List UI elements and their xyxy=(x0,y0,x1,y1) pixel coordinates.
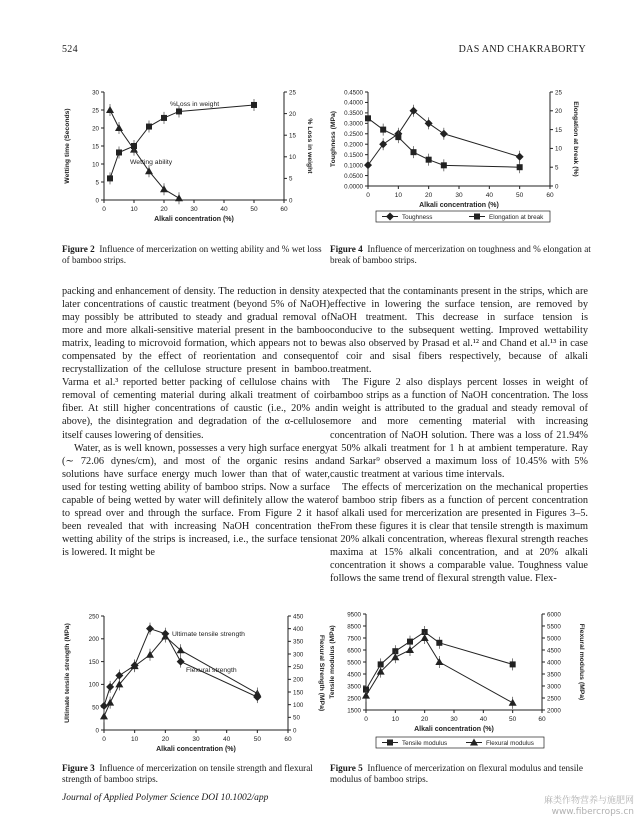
y2-tick-label: 15 xyxy=(289,132,296,140)
y2-tick-label: 0 xyxy=(555,183,559,191)
y-axis-label: Ultimate tensile strength (MPa) xyxy=(64,623,71,723)
y2-tick-label: 20 xyxy=(555,108,562,116)
x-tick-label: 20 xyxy=(161,736,169,743)
y2-tick-label: 4500 xyxy=(547,647,561,655)
x-tick-label: 40 xyxy=(220,206,228,213)
y2-tick-label: 250 xyxy=(293,663,304,671)
y-tick-label: 0.3000 xyxy=(344,120,363,128)
x-tick-label: 0 xyxy=(366,192,370,199)
data-point xyxy=(100,702,108,710)
y2-axis-label: % Loss in weight xyxy=(306,118,313,174)
data-point xyxy=(107,175,113,181)
x-tick-label: 20 xyxy=(421,716,429,723)
x-tick-label: 50 xyxy=(509,716,517,723)
data-point xyxy=(379,140,387,148)
y-axis-label: Wetting time (Seconds) xyxy=(64,108,71,184)
body-column-left xyxy=(62,285,330,559)
y-tick-label: 0.0500 xyxy=(344,172,363,180)
data-point xyxy=(365,115,371,121)
y2-tick-label: 10 xyxy=(555,145,562,153)
y-tick-label: 5500 xyxy=(347,659,361,667)
figure-2-caption-text: Influence of mercerization on wetting ability and % wet loss of bamboo strips. xyxy=(62,244,322,265)
data-point xyxy=(517,164,523,170)
figure-4-caption xyxy=(330,244,592,266)
x-axis-label: Alkali concentration (%) xyxy=(419,202,499,209)
y-tick-label: 1500 xyxy=(347,707,361,715)
data-point xyxy=(253,693,261,701)
data-point xyxy=(426,157,432,163)
data-point xyxy=(395,134,401,140)
y2-tick-label: 2000 xyxy=(547,707,561,715)
data-point xyxy=(146,625,154,633)
figure-5-chart xyxy=(328,606,590,758)
data-point xyxy=(435,658,443,665)
y-tick-label: 15 xyxy=(92,143,99,151)
x-tick-label: 10 xyxy=(394,192,402,199)
x-tick-label: 30 xyxy=(455,192,463,199)
journal-footer: Journal of Applied Polymer Science DOI 10.1002/app xyxy=(62,793,269,803)
data-point xyxy=(131,143,137,149)
figure-2-chart xyxy=(60,82,328,234)
y2-tick-label: 3000 xyxy=(547,683,561,691)
data-point xyxy=(364,161,372,169)
x-tick-label: 20 xyxy=(425,192,433,199)
y2-tick-label: 5000 xyxy=(547,635,561,643)
x-tick-label: 60 xyxy=(284,736,292,743)
y2-tick-label: 25 xyxy=(555,89,562,97)
data-point xyxy=(175,194,183,201)
x-tick-label: 50 xyxy=(253,736,261,743)
data-point xyxy=(380,127,386,133)
y-tick-label: 5 xyxy=(95,179,99,187)
y2-axis-label: Flexural Strength (MPa) xyxy=(318,634,325,712)
y-tick-label: 0.2000 xyxy=(344,141,363,149)
data-point xyxy=(177,658,185,666)
y2-tick-label: 0 xyxy=(289,197,293,205)
data-point xyxy=(362,692,370,699)
y2-tick-label: 300 xyxy=(293,651,304,659)
figure-2-label: Figure 2 xyxy=(62,244,95,254)
y-axis-label: Toughness (MPa) xyxy=(330,110,337,168)
y2-axis-label: Flexural modulus (MPa) xyxy=(578,623,585,701)
y2-tick-label: 3500 xyxy=(547,671,561,679)
x-tick-label: 0 xyxy=(364,716,368,723)
watermark-line-2: www.fibercrops.cn xyxy=(551,807,634,817)
data-point xyxy=(509,699,517,706)
figure-5-caption-text: Influence of mercerization on flexural modulus and tensile modulus of bamboo strips. xyxy=(330,763,583,784)
body-column-right xyxy=(330,285,588,585)
x-tick-label: 40 xyxy=(485,192,493,199)
x-tick-label: 50 xyxy=(250,206,258,213)
y2-tick-label: 15 xyxy=(555,126,562,134)
y-tick-label: 0.1000 xyxy=(344,162,363,170)
data-point xyxy=(510,661,516,667)
figure-4-chart xyxy=(328,82,590,234)
y2-tick-label: 50 xyxy=(293,714,300,722)
figure-5-label: Figure 5 xyxy=(330,763,363,773)
data-point xyxy=(146,124,152,130)
series-annotation: %Loss in weight xyxy=(170,101,220,108)
series-annotation: Wetting ability xyxy=(130,159,173,166)
series-line xyxy=(110,105,254,178)
y-tick-label: 2500 xyxy=(347,695,361,703)
y-tick-label: 25 xyxy=(92,107,99,115)
data-point xyxy=(516,153,524,161)
y-tick-label: 0.0000 xyxy=(344,183,363,191)
x-tick-label: 60 xyxy=(546,192,554,199)
data-point xyxy=(106,699,114,706)
data-point xyxy=(161,630,169,638)
figure-4-caption-text: Influence of mercerization on toughness and % elongation at break of bamboo strips. xyxy=(330,244,591,265)
y-tick-label: 0.4000 xyxy=(344,99,363,107)
y-tick-label: 6500 xyxy=(347,647,361,655)
y2-tick-label: 350 xyxy=(293,638,304,646)
legend-label: Tensile modulus xyxy=(402,740,448,747)
y2-axis-label: Elongation at break (%) xyxy=(572,101,579,177)
x-tick-label: 0 xyxy=(102,206,106,213)
x-tick-label: 30 xyxy=(190,206,198,213)
data-point xyxy=(176,108,182,114)
x-tick-label: 10 xyxy=(391,716,399,723)
legend-label: Flexural modulus xyxy=(486,740,534,747)
data-point xyxy=(116,149,122,155)
x-axis-label: Alkali concentration (%) xyxy=(414,726,494,733)
y-tick-label: 0.1500 xyxy=(344,151,363,159)
y2-tick-label: 10 xyxy=(289,154,296,162)
paragraph: packing and enhancement of density. The reduction in density at later concentrations of caustic treatment (beyond 5% of NaOH) may possibly be attributed to steady and gradual removal of more and more alkali-sensitive material present in the bamboo matrix, leading to microvoid formation, which appears not to be compensated by the effect of reorientation and consequent recrystallization of the cellulose structure present in bamboo. Varma et al.³ reported better packing of cellulose chains with removal of cementing material during alkali treatment of coir fiber. At still higher concentrations of caustic (i.e., 20% and above), the disintegration and degradation of the α-cellulose itself causes lowering of densities. xyxy=(62,286,330,441)
paragraph: Water, as is well known, possesses a very high surface energy (∼ 72.06 dynes/cm), and most of the organic resins and solutions have surface energy much lower than that of water, used for testing wetting ability of bamboo strips. Now a surface capable of being wetted by water will definitely allow the water to spread over and through the surface. From Figure 2 it has been revealed that with increasing NaOH concentration the wetting ability of the strips is increased, i.e., the surface tension is lowered. It might be xyxy=(62,442,330,558)
y-axis-label: Tensile modulus (MPa) xyxy=(329,625,336,699)
x-tick-label: 30 xyxy=(192,736,200,743)
y-tick-label: 30 xyxy=(92,89,99,97)
data-point xyxy=(406,646,414,653)
paragraph: The effects of mercerization on the mechanical properties of bamboo strip fibers as a function of percent concentration of alkali used for mercerization are presented in Figures 3–5. From these figures it is clear that tensile strength is maximum at 20% alkali concentration, whereas flexural strength reaches maxima at 15% alkali concentration, and at 20% alkali concentration it shows a comparable value. Toughness value follows the same trend of flexural strength value. Flex- xyxy=(330,481,588,585)
y2-tick-label: 5 xyxy=(555,164,559,172)
legend-marker xyxy=(387,740,393,746)
data-point xyxy=(411,149,417,155)
figure-3-caption-text: Influence of mercerization on tensile strength and flexural strength of bamboo strips. xyxy=(62,763,313,784)
y2-tick-label: 100 xyxy=(293,701,304,709)
legend-label: Toughness xyxy=(402,214,433,221)
watermark xyxy=(544,796,634,818)
paragraph: expected that the contaminants present in the strips, which are effective in lowering the surface tension, are removed by NaOH treatment. This decrease in surface tension is conducive to the subsequent wetting. Improved wettability was also observed by Prasad et al.¹² and Chand et al.¹³ in case of coir and sisal fibers respectively, because of alkali treatment. xyxy=(330,286,588,376)
watermark-line-1: 麻类作物营养与施肥网 xyxy=(543,796,634,806)
data-point xyxy=(251,102,257,108)
running-header-authors: DAS AND CHAKRABORTY xyxy=(458,44,586,55)
data-point xyxy=(161,115,167,121)
y-tick-label: 250 xyxy=(88,613,99,621)
figure-3-label: Figure 3 xyxy=(62,763,95,773)
y-tick-label: 9500 xyxy=(347,611,361,619)
x-tick-label: 60 xyxy=(538,716,546,723)
y-tick-label: 3500 xyxy=(347,683,361,691)
y2-tick-label: 0 xyxy=(293,727,297,735)
paragraph: The Figure 2 also displays percent losses in weight of bamboo strips as a function of NaOH concentration. The loss in weight is attributed to the gradual and steady removal of more and more cementing material with increasing concentration of NaOH solution. There was a loss of 21.94% at 50% alkali treatment for 1 h at ambient temperature. Ray and Sarkar⁹ observed a maximum loss of 10.45% with 5% caustic treatment at various time intervals. xyxy=(330,377,588,480)
x-axis-label: Alkali concentration (%) xyxy=(154,216,234,223)
data-point xyxy=(115,124,123,131)
x-tick-label: 20 xyxy=(160,206,168,213)
y2-tick-label: 20 xyxy=(289,110,296,118)
x-tick-label: 40 xyxy=(479,716,487,723)
y-tick-label: 0.2500 xyxy=(344,131,363,139)
y-tick-label: 0.4500 xyxy=(344,89,363,97)
y-tick-label: 200 xyxy=(88,636,99,644)
y-tick-label: 10 xyxy=(92,161,99,169)
y2-tick-label: 200 xyxy=(293,676,304,684)
y-tick-label: 0 xyxy=(95,197,99,205)
y-tick-label: 4500 xyxy=(347,671,361,679)
data-point xyxy=(407,639,413,645)
data-point xyxy=(145,167,153,174)
y2-tick-label: 450 xyxy=(293,613,304,621)
y2-tick-label: 2500 xyxy=(547,695,561,703)
y2-tick-label: 5 xyxy=(289,175,293,183)
y2-tick-label: 4000 xyxy=(547,659,561,667)
y-tick-label: 150 xyxy=(88,658,99,666)
x-tick-label: 30 xyxy=(450,716,458,723)
figure-5-caption xyxy=(330,763,592,785)
figure-2-caption xyxy=(62,244,324,266)
series-annotation: Ultimate tensile strength xyxy=(172,631,245,638)
data-point xyxy=(421,634,429,641)
page-number: 524 xyxy=(62,44,78,55)
data-point xyxy=(440,130,448,138)
y2-tick-label: 400 xyxy=(293,625,304,633)
y2-tick-label: 150 xyxy=(293,689,304,697)
y-tick-label: 0 xyxy=(95,727,99,735)
x-tick-label: 0 xyxy=(102,736,106,743)
y-tick-label: 7500 xyxy=(347,635,361,643)
figure-3-chart xyxy=(60,606,328,758)
series-annotation: Flexural strength xyxy=(186,667,237,674)
data-point xyxy=(106,106,114,113)
y-tick-label: 100 xyxy=(88,681,99,689)
figure-3-caption xyxy=(62,763,324,785)
x-axis-label: Alkali concentration (%) xyxy=(156,746,236,753)
y2-tick-label: 25 xyxy=(289,89,296,97)
y-tick-label: 20 xyxy=(92,125,99,133)
data-point xyxy=(436,640,442,646)
data-point xyxy=(100,712,108,719)
data-point xyxy=(441,162,447,168)
x-tick-label: 50 xyxy=(516,192,524,199)
legend-label: Elongation at break xyxy=(489,214,544,221)
x-tick-label: 60 xyxy=(280,206,288,213)
x-tick-label: 40 xyxy=(223,736,231,743)
y-tick-label: 8500 xyxy=(347,623,361,631)
y-tick-label: 50 xyxy=(92,704,99,712)
legend-marker xyxy=(474,214,480,220)
y2-tick-label: 6000 xyxy=(547,611,561,619)
x-tick-label: 10 xyxy=(130,206,138,213)
y-tick-label: 0.3500 xyxy=(344,110,363,118)
figure-4-label: Figure 4 xyxy=(330,244,363,254)
x-tick-label: 10 xyxy=(131,736,139,743)
y2-tick-label: 5500 xyxy=(547,623,561,631)
